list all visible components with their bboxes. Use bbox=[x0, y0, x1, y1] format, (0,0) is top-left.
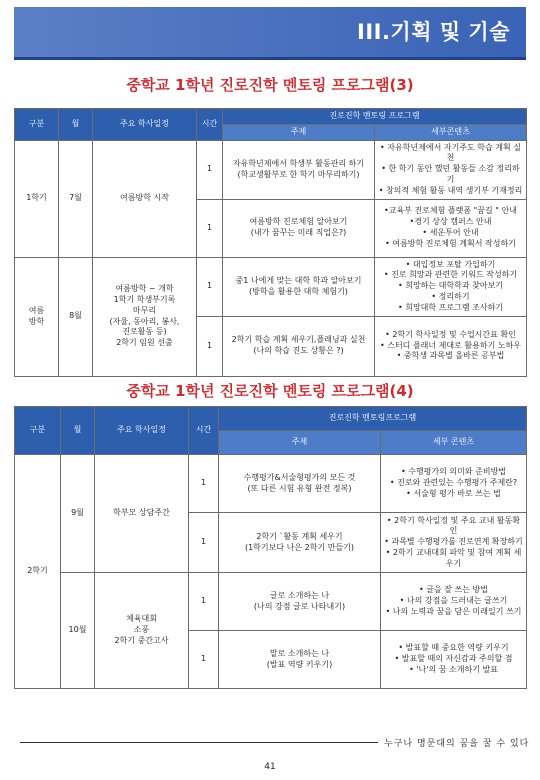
detail-cell: • 2학기 학사일정 및 주요 교내 활동확인 • 과목별 수행평가를 진로연계 확장하기 • 2학기 교내대회 파악 및 참여 계획 세우기 bbox=[381, 513, 527, 573]
detail-cell: • 수행평가의 의미와 준비방법 • 진로와 관련있는 수행평가 주제란? • 서술형 평가 바로 쓰는 법 bbox=[381, 455, 527, 513]
time-cell: 1 bbox=[189, 631, 219, 689]
page-number: 41 bbox=[264, 762, 276, 772]
col-gubun: 구분 bbox=[15, 109, 59, 141]
topic-cell: 말로 소개하는 나 (발표 역량 키우기) bbox=[219, 631, 381, 689]
col-topic: 주제 bbox=[219, 431, 381, 455]
footer-divider bbox=[20, 742, 378, 743]
chapter-title: III.기획 및 기술 bbox=[357, 20, 510, 44]
section1-title: 중학교 1학년 진로진학 멘토링 프로그램(3) bbox=[126, 76, 414, 94]
header-bar bbox=[14, 7, 526, 60]
topic-cell: 2학기 학습 계획 세우기,플래닝과 실천 (나의 학습 진도 상황은 ?) bbox=[223, 316, 375, 376]
month-cell: 9월 bbox=[61, 455, 95, 573]
time-cell: 1 bbox=[189, 513, 219, 573]
schedule-cell: 학부모 상담주간 bbox=[95, 455, 189, 573]
month-cell: 8월 bbox=[59, 257, 93, 376]
month-cell: 10월 bbox=[61, 573, 95, 689]
col-time: 시간 bbox=[197, 109, 223, 141]
col-program: 진로진학 멘토링 프로그램 bbox=[223, 109, 527, 125]
col-schedule: 주요 학사일정 bbox=[95, 407, 189, 455]
detail-cell: •교육부 진로체험 플랫폼 "꿈길 " 안내 •경기 상상 캠퍼스 안내 • 세운투어 안내 • 여름방학 진로체험 계획서 작성하기 bbox=[375, 199, 527, 257]
topic-cell: 여름방학 진로체험 알아보기 (내가 꿈꾸는 미래 직업은?) bbox=[223, 199, 375, 257]
detail-cell: • 자유학년제에서 자기주도 학습 계획 실천 • 한 학기 동안 했던 활동들 소감 정리하기 • 창의적 체험 활동 내역 생기부 기재정리 bbox=[375, 140, 527, 199]
section1-table bbox=[14, 108, 527, 377]
gubun-cell: 1학기 bbox=[15, 140, 59, 257]
topic-cell: 중1 나에게 맞는 대학 학과 알아보기 (방학을 활용한 대학 체험기) bbox=[223, 257, 375, 316]
col-gubun: 구분 bbox=[15, 407, 61, 455]
col-time: 시간 bbox=[189, 407, 219, 455]
detail-cell: • 대입정보 포탈 가입하기 • 진로 희망과 관련한 키워드 작성하기 • 희망하는 대학학과 찾아보기 • 정리하기 • 희망대학 프로그램 조사하기 bbox=[375, 257, 527, 316]
detail-cell: • 2학기 학사일정 및 수업시간표 확인 • 스터디 플래너 제대로 활용하기 노하우 • 중학생 과목별 올바른 공부법 bbox=[375, 316, 527, 376]
time-cell: 1 bbox=[197, 140, 223, 199]
col-program: 진로진학 멘토링프로그램 bbox=[219, 407, 527, 431]
col-detail: 세부콘텐츠 bbox=[375, 124, 527, 140]
time-cell: 1 bbox=[197, 257, 223, 316]
section2-table bbox=[14, 406, 527, 689]
col-topic: 주제 bbox=[223, 124, 375, 140]
col-schedule: 주요 학사일정 bbox=[93, 109, 197, 141]
schedule-cell: 여름방학 시작 bbox=[93, 140, 197, 257]
col-month: 월 bbox=[61, 407, 95, 455]
footer-slogan: 누구나 명문대의 꿈을 꿀 수 있다 bbox=[384, 739, 530, 749]
section2-title: 중학교 1학년 진로진학 멘토링 프로그램(4) bbox=[126, 382, 414, 400]
topic-cell: 자유학년제에서 학생부 활동관리 하기 (학교생활부로 한 학기 마무리하기) bbox=[223, 140, 375, 199]
gubun-cell: 2학기 bbox=[15, 455, 61, 689]
topic-cell: 글로 소개하는 나 (나의 강점 글로 나타내기) bbox=[219, 573, 381, 631]
schedule-cell: 체육대회 소풍 2학기 중간고사 bbox=[95, 573, 189, 689]
month-cell: 7월 bbox=[59, 140, 93, 257]
col-detail: 세부 콘텐츠 bbox=[381, 431, 527, 455]
col-month: 월 bbox=[59, 109, 93, 141]
detail-cell: • 글을 잘 쓰는 방법 • 나의 강점을 드러내는 글쓰기 • 나의 노력과 꿈을 담은 미래일기 쓰기 bbox=[381, 573, 527, 631]
time-cell: 1 bbox=[197, 199, 223, 257]
topic-cell: 수행평가&서술형평가의 모든 것 (또 다른 시험 유형 완전 정복) bbox=[219, 455, 381, 513]
schedule-cell: 여름방학 ~ 개학 1학기 학생부기록 마무리 (자율, 동아리, 봉사, 진로활동 등) 2학기 임원 선출 bbox=[93, 257, 197, 376]
detail-cell: • 발표할 때 중요한 역량 키우기 • 발표할 때의 자신감과 주의할 점 • '나'의 꿈 소개하기 발표 bbox=[381, 631, 527, 689]
topic-cell: 2학기 `활동 계획 세우기 (1학기보다 나은 2학기 만들기) bbox=[219, 513, 381, 573]
gubun-cell: 여름 방학 bbox=[15, 257, 59, 376]
time-cell: 1 bbox=[189, 455, 219, 513]
time-cell: 1 bbox=[197, 316, 223, 376]
time-cell: 1 bbox=[189, 573, 219, 631]
